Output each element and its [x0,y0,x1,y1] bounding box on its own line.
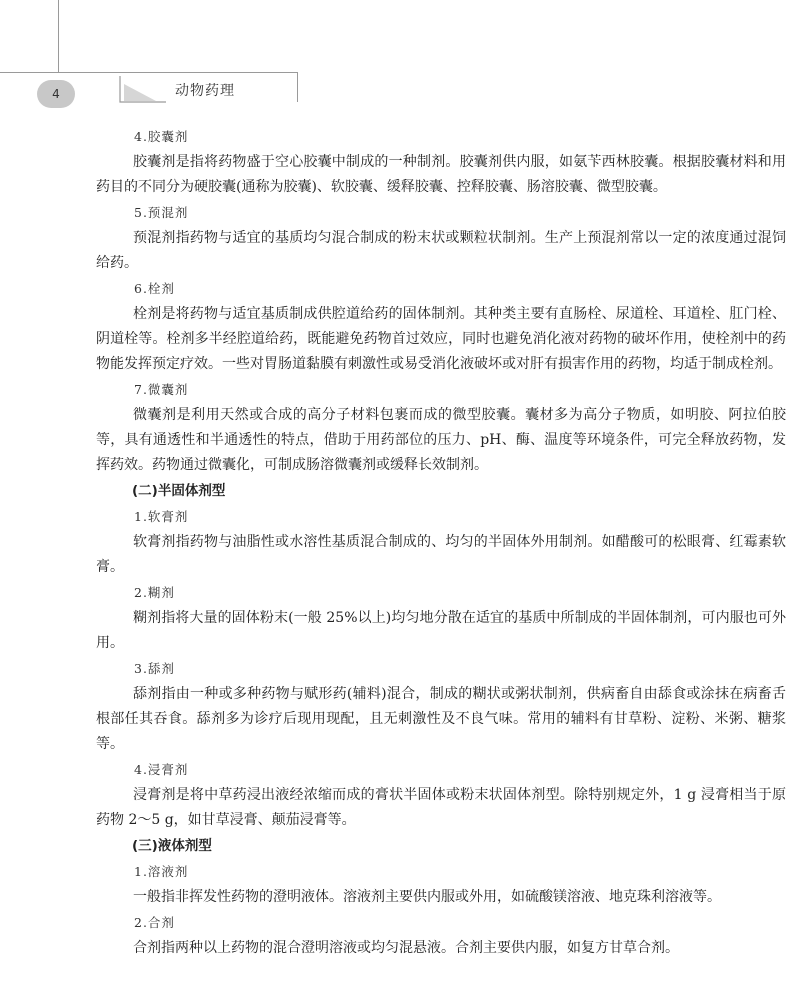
paragraph: 预混剂指药物与适宜的基质均匀混合制成的粉末状或颗粒状制剂。生产上预混剂常以一定的浓度通过混饲给药。 [96,230,786,271]
subsection-heading: 1.溶液剂 [134,864,189,879]
subsection-heading: 1.软膏剂 [134,509,189,524]
paragraph: 一般指非挥发性药物的澄明液体。溶液剂主要供内服或外用，如硫酸镁溶液、地克珠利溶液等。 [133,889,721,905]
paragraph: 舔剂指由一种或多种药物与赋形药(辅料)混合，制成的糊状或粥状制剂，供病畜自由舔食或涂抹在病畜舌根部任其吞食。舔剂多为诊疗后现用现配，且无刺激性及不良气味。常用的辅料有甘草粉、淀粉、米粥、糖浆等。 [96,686,786,752]
header-horizontal-rule [0,72,298,73]
header-end-rule [297,72,298,102]
subsection-heading: 6.栓剂 [134,281,175,296]
page-number-badge: 4 [37,80,75,108]
header-vertical-rule [58,0,59,72]
subsection-heading: 4.浸膏剂 [134,762,189,777]
subsection-heading: 2.糊剂 [134,585,175,600]
paragraph: 软膏剂指药物与油脂性或水溶性基质混合制成的、均匀的半固体外用制剂。如醋酸可的松眼膏、红霉素软膏。 [96,534,786,575]
running-header-title: 动物药理 [175,83,235,99]
section-heading: (二)半固体剂型 [132,483,226,499]
paragraph: 浸膏剂是将中草药浸出液经浓缩而成的膏状半固体或粉末状固体剂型。除特别规定外，1 g 浸膏相当于原药物 2～5 g，如甘草浸膏、颠茄浸膏等。 [96,787,786,828]
paragraph: 合剂指两种以上药物的混合澄明溶液或均匀混悬液。合剂主要供内服，如复方甘草合剂。 [133,940,679,956]
page-body [96,124,786,961]
paragraph: 微囊剂是利用天然或合成的高分子材料包裹而成的微型胶囊。囊材多为高分子物质，如明胶、阿拉伯胶等，具有通透性和半通透性的特点，借助于用药部位的压力、pH、酶、温度等环境条件，可完全释放药物，发挥药效。药物通过微囊化，可制成肠溶微囊剂或缓释长效制剂。 [96,407,786,473]
paragraph: 胶囊剂是指将药物盛于空心胶囊中制成的一种制剂。胶囊剂供内服，如氨苄西林胶囊。根据胶囊材料和用药目的不同分为硬胶囊(通称为胶囊)、软胶囊、缓释胶囊、控释胶囊、肠溶胶囊、微型胶囊。 [96,154,786,195]
subsection-heading: 4.胶囊剂 [134,129,189,144]
subsection-heading: 5.预混剂 [134,205,189,220]
paragraph: 栓剂是将药物与适宜基质制成供腔道给药的固体制剂。其种类主要有直肠栓、尿道栓、耳道栓、肛门栓、阴道栓等。栓剂多半经腔道给药，既能避免药物首过效应，同时也避免消化液对药物的破坏作用，使栓剂中的药物能发挥预定疗效。一些对胃肠道黏膜有刺激性或易受消化液破坏或对肝有损害作用的药物，均适于制成栓剂。 [96,306,786,372]
header-decoration-icon [118,74,168,106]
subsection-heading: 7.微囊剂 [134,382,189,397]
subsection-heading: 3.舔剂 [134,661,175,676]
paragraph: 糊剂指将大量的固体粉末(一般 25%以上)均匀地分散在适宜的基质中所制成的半固体制剂，可内服也可外用。 [96,610,786,651]
section-heading: (三)液体剂型 [132,838,212,854]
subsection-heading: 2.合剂 [134,915,175,930]
